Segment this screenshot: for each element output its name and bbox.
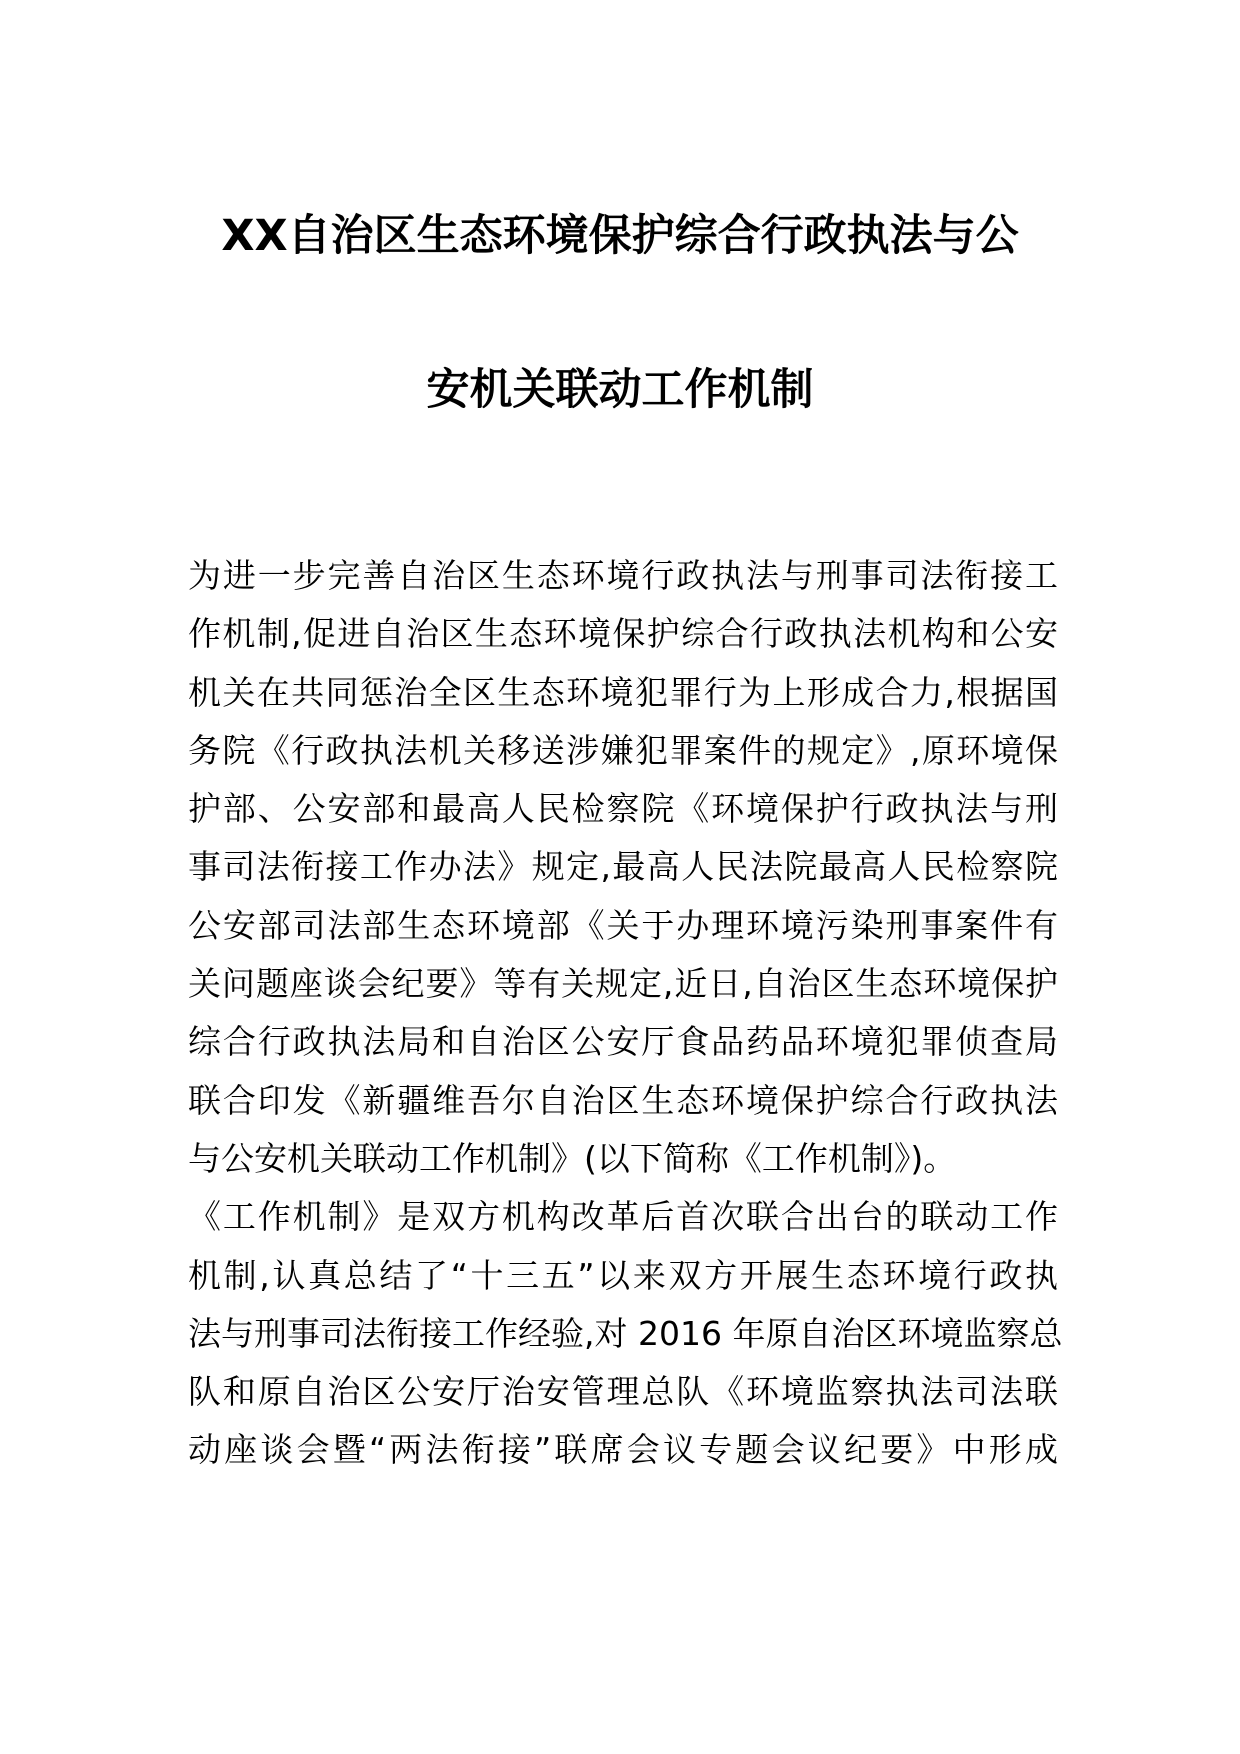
body-line: 关问题座谈会纪要》等有关规定,近日,自治区生态环境保护 [188,964,1058,1004]
body-line: 联合印发《新疆维吾尔自治区生态环境保护综合行政执法 [188,1080,1058,1120]
body-line: 护部、公安部和最高人民检察院《环境保护行政执法与刑 [188,789,1058,829]
body-line: 与公安机关联动工作机制》(以下简称《工作机制》)。 [188,1138,957,1178]
body-line: 机关在共同惩治全区生态环境犯罪行为上形成合力,根据国 [188,672,1058,712]
body-line: 务院《行政执法机关移送涉嫌犯罪案件的规定》,原环境保 [188,730,1058,770]
body-line: 综合行政执法局和自治区公安厅食品药品环境犯罪侦查局 [188,1022,1058,1062]
document-body [188,547,1063,1480]
body-line: 机制,认真总结了“十三五”以来双方开展生态环境行政执 [188,1255,1058,1295]
body-line: 《工作机制》是双方机构改革后首次联合出台的联动工作 [188,1197,1058,1237]
document-title-line-2: 安机关联动工作机制 [426,365,814,415]
body-line: 事司法衔接工作办法》规定,最高人民法院最高人民检察院 [188,847,1058,887]
body-line: 队和原自治区公安厅治安管理总队《环境监察执法司法联 [188,1372,1058,1412]
body-line: 法与刑事司法衔接工作经验,对 2016 年原自治区环境监察总 [188,1313,1063,1353]
body-line: 公安部司法部生态环境部《关于办理环境污染刑事案件有 [188,905,1058,945]
body-line: 作机制,促进自治区生态环境保护综合行政执法机构和公安 [188,614,1058,654]
body-line: 为进一步完善自治区生态环境行政执法与刑事司法衔接工 [188,556,1058,595]
body-line: 动座谈会暨“两法衔接”联席会议专题会议纪要》中形成 [188,1430,1058,1470]
document-title-line-1: XX自治区生态环境保护综合行政执法与公 [221,211,1019,261]
